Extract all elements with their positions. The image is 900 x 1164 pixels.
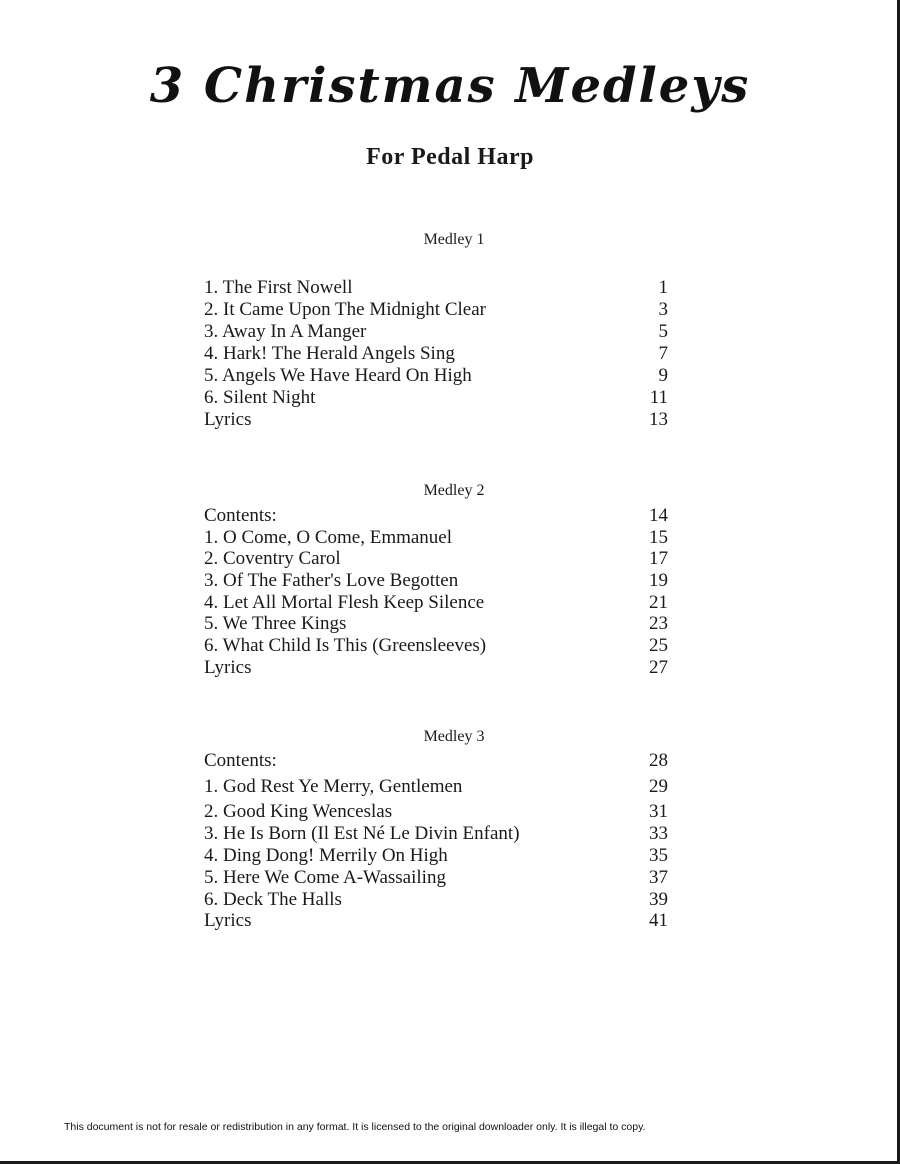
toc-entry-title: 4. Let All Mortal Flesh Keep Silence	[204, 592, 485, 613]
toc-entry	[204, 277, 668, 299]
toc-entry-title: 3. Of The Father's Love Begotten	[204, 570, 459, 591]
toc-entry	[204, 776, 668, 798]
toc-entry-title: Lyrics	[204, 409, 252, 430]
toc-entry-page: 11	[649, 387, 668, 408]
toc-entry	[204, 387, 668, 409]
toc-entry-title: 1. The First Nowell	[204, 277, 353, 298]
toc-entry	[204, 527, 668, 549]
toc-entry-page: 28	[649, 750, 668, 771]
toc-entry-title: 4. Hark! The Herald Angels Sing	[204, 343, 455, 364]
toc-entry	[204, 548, 668, 570]
toc-entry	[204, 845, 668, 867]
toc-entry	[204, 365, 668, 387]
document-subtitle: For Pedal Harp	[366, 144, 534, 170]
toc-entry-title: Lyrics	[204, 910, 252, 931]
toc-entry	[204, 750, 668, 772]
toc-entry-page: 37	[649, 867, 668, 888]
toc-entry-page: 39	[649, 889, 668, 910]
toc-entry-title: 5. Here We Come A-Wassailing	[204, 867, 446, 888]
toc-entry	[204, 592, 668, 614]
toc-entry	[204, 889, 668, 911]
license-notice: This document is not for resale or redistribution in any format. It is licensed to the original downloader only. It is illegal to copy.	[64, 1121, 646, 1133]
medley-heading: Medley 1	[423, 231, 485, 248]
toc-entry-page: 35	[649, 845, 668, 866]
toc-entry	[204, 910, 668, 932]
toc-entry-title: 5. We Three Kings	[204, 613, 347, 634]
toc-entry-title: 4. Ding Dong! Merrily On High	[204, 845, 448, 866]
toc-entry	[204, 657, 668, 679]
toc-entry-page: 3	[658, 299, 668, 320]
toc-entry-page: 41	[649, 910, 668, 931]
toc-entry-title: 2. Good King Wenceslas	[204, 801, 393, 822]
toc-entry-title: 2. It Came Upon The Midnight Clear	[204, 299, 486, 320]
toc-entry	[204, 801, 668, 823]
toc-entry	[204, 343, 668, 365]
medley-heading: Medley 2	[423, 482, 485, 499]
toc-entry-title: Contents:	[204, 505, 277, 526]
toc-entry	[204, 409, 668, 431]
toc-entry-page: 17	[649, 548, 668, 569]
toc-entry-page: 9	[658, 365, 668, 386]
toc-entry-title: Contents:	[204, 750, 277, 771]
toc-entry-page: 25	[649, 635, 668, 656]
toc-entry-page: 27	[649, 657, 668, 678]
document-title: 3 Christmas Medleys	[149, 58, 751, 114]
toc-entry-page: 29	[649, 776, 668, 797]
toc-entry-page: 7	[658, 343, 668, 364]
toc-entry-page: 14	[649, 505, 668, 526]
toc-entry	[204, 570, 668, 592]
toc-entry-title: 1. O Come, O Come, Emmanuel	[204, 527, 453, 548]
toc-entry-page: 13	[649, 409, 668, 430]
toc-entry	[204, 321, 668, 343]
toc-entry-page: 21	[649, 592, 668, 613]
toc-entry-title: 2. Coventry Carol	[204, 548, 341, 569]
toc-entry	[204, 613, 668, 635]
toc-entry	[204, 505, 668, 527]
toc-entry-page: 15	[649, 527, 668, 548]
toc-entry	[204, 635, 668, 657]
toc-entry-title: 6. What Child Is This (Greensleeves)	[204, 635, 487, 656]
toc-entry-title: 3. Away In A Manger	[204, 321, 367, 342]
toc-entry-page: 31	[649, 801, 668, 822]
toc-entry-title: Lyrics	[204, 657, 252, 678]
toc-entry-page: 23	[649, 613, 668, 634]
toc-entry-title: 5. Angels We Have Heard On High	[204, 365, 472, 386]
medley-heading: Medley 3	[423, 728, 485, 745]
toc-entry-title: 3. He Is Born (Il Est Né Le Divin Enfant)	[204, 823, 520, 844]
toc-entry-title: 1. God Rest Ye Merry, Gentlemen	[204, 776, 463, 797]
toc-entry-page: 1	[658, 277, 668, 298]
toc-entry-page: 19	[649, 570, 668, 591]
toc-entry-page: 5	[658, 321, 668, 342]
toc-entry-title: 6. Silent Night	[204, 387, 316, 408]
toc-entry	[204, 299, 668, 321]
toc-entry-title: 6. Deck The Halls	[204, 889, 342, 910]
toc-entry-page: 33	[649, 823, 668, 844]
toc-entry	[204, 867, 668, 889]
toc-entry	[204, 823, 668, 845]
